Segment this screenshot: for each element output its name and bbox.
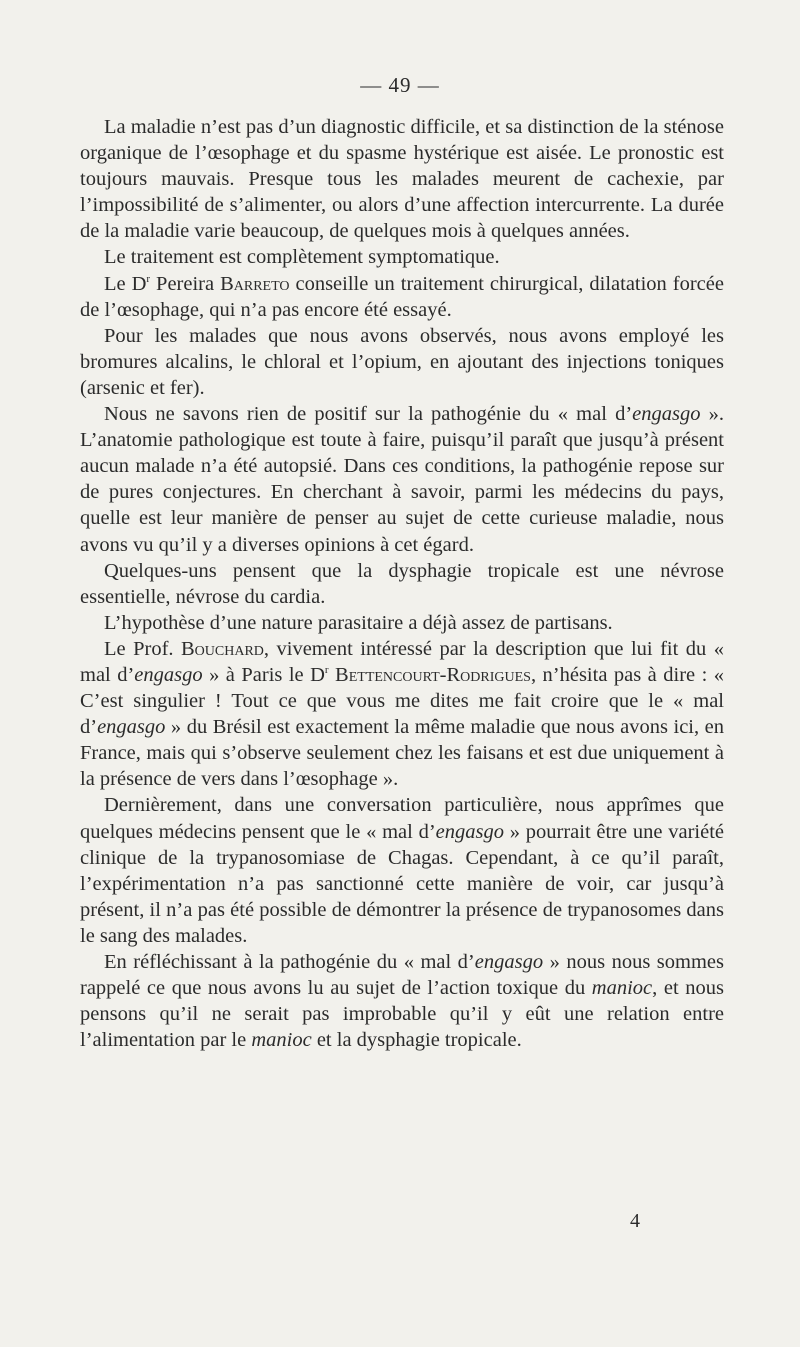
person-name: Bettencourt-Rodrigues	[335, 663, 531, 686]
person-name: Barreto	[220, 272, 290, 295]
paragraph-treatment: Le traitement est complètement symptomatique.	[104, 246, 500, 269]
paragraph-pathogenesis: Nous ne savons rien de positif sur la pathogénie du « mal d’engasgo ». L’anatomie pathologique est toute à faire, puisqu’il paraît que jusqu’à présent aucun malade n’a été autopsié. Dans ces conditions, la pathogénie repose sur de pures conjectures. En cherchant à savoir, parmi les médecins du pays, quelle est leur manière de penser au sujet de cette curieuse maladie, nous avons vu qu’il y a diverses opinions à cet égard.	[80, 403, 725, 556]
paragraph-medication: Pour les malades que nous avons observés, nous avons employé les bromures alcalins, le chloral et l’opium, en ajoutant des injections toniques (arsenic et fer).	[80, 324, 724, 399]
page-number: — 49 —	[360, 73, 440, 97]
paragraph-neurosis: Quelques-uns pensent que la dysphagie tropicale est une névrose essentielle, névrose du cardia.	[80, 559, 724, 608]
signature-mark: 4	[630, 1210, 640, 1232]
body-text	[80, 114, 724, 1053]
paragraph-parasite: L’hypothèse d’une nature parasitaire a déjà assez de partisans.	[104, 611, 613, 634]
paragraph-surgery: Le $D^r$ Pereira Barreto conseille un traitement chirurgical, dilatation forcée de l’œsophage, qui n’a pas encore été essayé.	[80, 272, 724, 321]
paragraph-chagas: Dernièrement, dans une conversation particulière, nous apprîmes que quelques médecins pensent que le « mal d’engasgo » pourrait être une variété clinique de la trypanosomiase de Chagas. Cependant, à ce qu’il paraît, l’expérimentation n’a pas sanctionné cette manière de voir, car jusqu’à présent, il n’a pas été possible de démontrer la présence de trypanosomes dans le sang des malades.	[80, 794, 724, 947]
paragraph-diagnosis: La maladie n’est pas d’un diagnostic difficile, et sa distinction de la sténose organique de l’œsophage et du spasme hystérique est aisée. Le pronostic est toujours mauvais. Presque tous les malades meurent de cachexie, par l’impossibilité de s’alimenter, ou alors d’une affection intercurrente. La durée de la maladie varie beaucoup, de quelques mois à quelques années.	[80, 116, 724, 243]
person-name: Bouchard	[181, 637, 264, 660]
paragraph-manioc: En réfléchissant à la pathogénie du « mal d’engasgo » nous nous sommes rappelé ce que nous avons lu au sujet de l’action toxique du manioc, et nous pensons qu’il ne serait pas improbable qu’il y eût une relation entre l’alimentation par le manioc et la dysphagie tropicale.	[80, 951, 724, 1052]
paragraph-bouchard: Le Prof. Bouchard, vivement intéressé par la description que lui fit du « mal d’engasgo » à Paris le $D^r$ Bettencourt-Rodrigues, n’hésita pas à dire : « C’est singulier ! Tout ce que vous me dites me fait croire que le « mal d’engasgo » du Brésil est exactement la même maladie que nous avons ici, en France, mais qui s’observe seulement chez les faisans et est due uniquement à la présence de vers dans l’œsophage ».	[80, 637, 724, 791]
